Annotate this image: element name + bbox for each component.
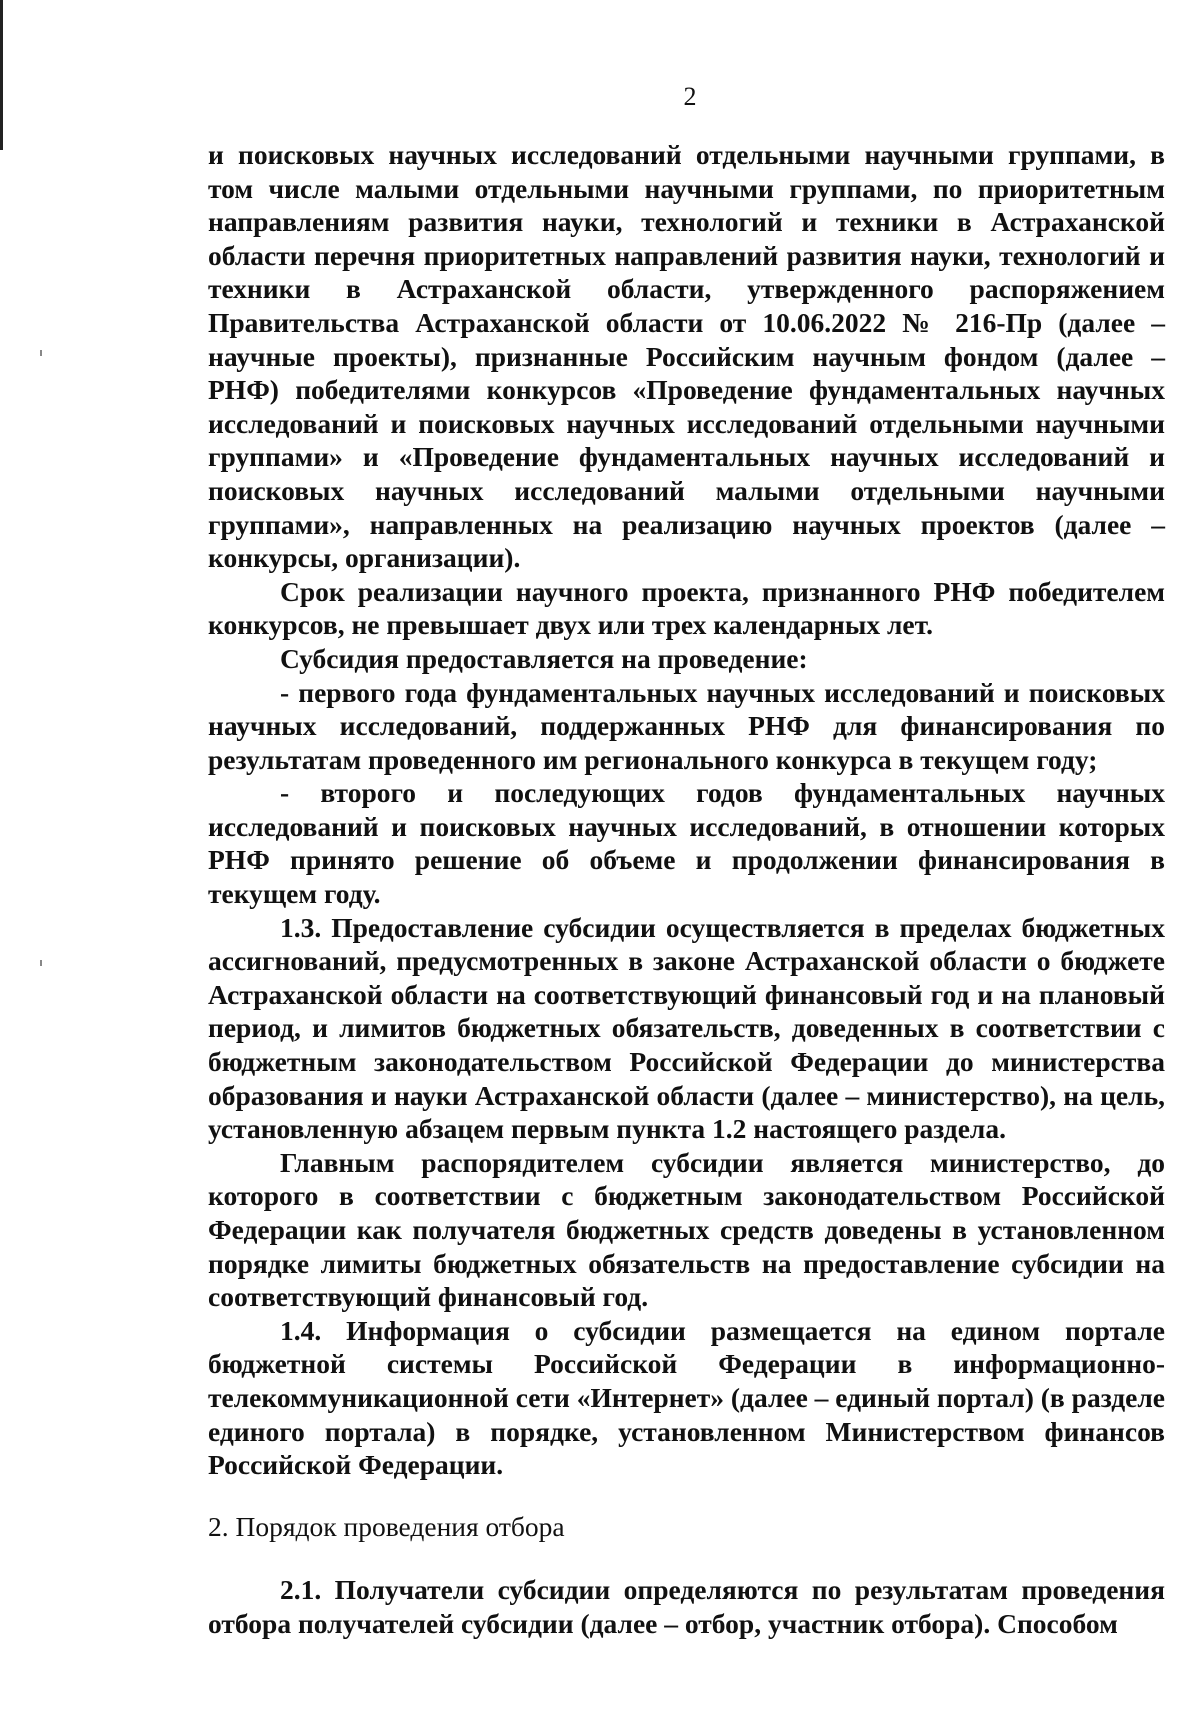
paragraph-2-1: 2.1. Получатели субсидии определяются по результатам проведения отбора получателей субсидии (далее – отбор, участник отбора). Способом (208, 1574, 1165, 1639)
paragraph-continuation: и поисковых научных исследований отдельными научными группами, в том числе малыми отдельными научными группами, по приоритетным направлениям развития науки, технологий и техники в Астраханской области перечня приоритетных направлений развития науки, технологий и техники в Астраханской области, утвержденного распоряжением Правительства Астраханской области от 10.06.2022 № 216-Пр (далее – научные проекты), признанные Российским научным фондом (далее – РНФ) победителями конкурсов «Проведение фундаментальных научных исследований и поисковых научных исследований отдельными научными группами» и «Проведение фундаментальных научных исследований и поисковых научных исследований малыми отдельными научными группами», направленных на реализацию научных проектов (далее – конкурсы, организации). (208, 139, 1165, 574)
list-item-first-year: - первого года фундаментальных научных исследований и поисковых научных исследований, поддержанных РНФ для финансирования по результатам проведенного им регионального конкурса в текущем году; (208, 676, 1165, 775)
paragraph-1-4: 1.4. Информация о субсидии размещается на едином портале бюджетной системы Российской Федерации в информационно-телекоммуникационной сети «Интернет» (далее – единый портал) (в разделе единого портала) в порядке, установленном Министерством финансов Российской Федерации. (208, 1314, 1165, 1481)
scan-speck (40, 350, 42, 356)
paragraph-subsidy-purpose: Субсидия предоставляется на проведение: (280, 642, 808, 674)
scan-speck (40, 960, 42, 966)
document-body (208, 138, 1165, 1641)
paragraph-1-3: 1.3. Предоставление субсидии осуществляется в пределах бюджетных ассигнований, предусмотренных в законе Астраханской области о бюджете Астраханской области на соответствующий финансовый год и на плановый период, и лимитов бюджетных обязательств, доведенных в соответствии с бюджетным законодательством Российской Федерации до министерства образования и науки Астраханской области (далее – министерство), на цель, установленную абзацем первым пункта 1.2 настоящего раздела. (208, 911, 1165, 1145)
paragraph-project-term: Срок реализации научного проекта, признанного РНФ победителем конкурсов, не превышает двух или трех календарных лет. (208, 575, 1165, 641)
section-title: 2. Порядок проведения отбора (208, 1510, 565, 1542)
scan-edge-mark (0, 0, 3, 150)
paragraph-chief-administrator: Главным распорядителем субсидии является министерство, до которого в соответствии с бюджетным законодательством Российской Федерации как получателя бюджетных средств доведены в установленном порядке лимиты бюджетных обязательств на предоставление субсидии на соответствующий финансовый год. (208, 1146, 1165, 1313)
page-number: 2 (683, 82, 697, 111)
list-item-subsequent-years: - второго и последующих годов фундаментальных научных исследований и поисковых научных исследований, в отношении которых РНФ принято решение об объеме и продолжении финансирования в текущем году. (208, 777, 1165, 910)
